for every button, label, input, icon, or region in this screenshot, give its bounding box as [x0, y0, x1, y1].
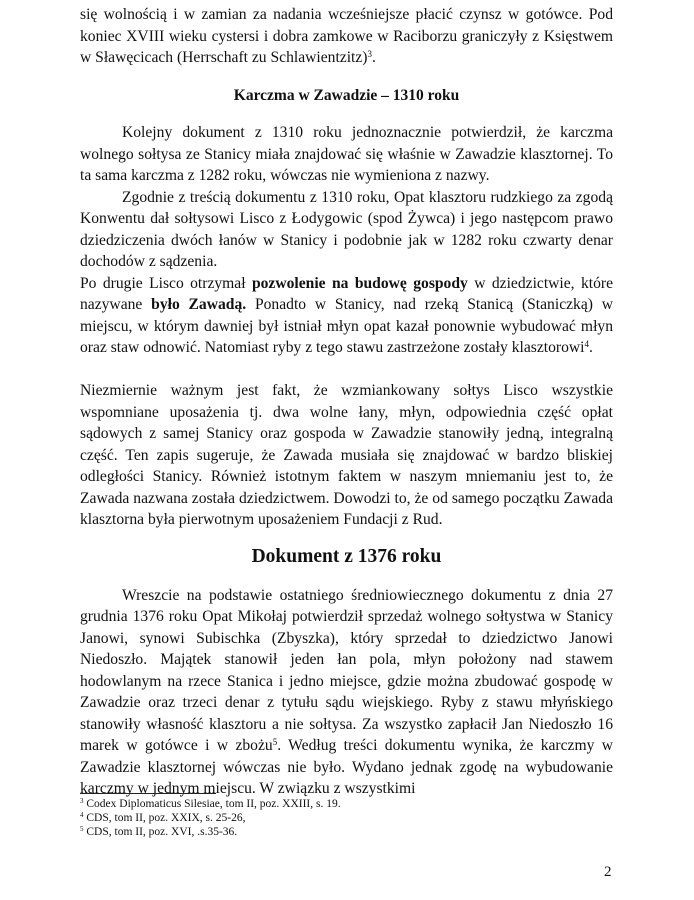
document-body — [80, 4, 613, 800]
footnote: $^5$ CDS, tom II, poz. XVI, .s.35-36. — [80, 825, 238, 838]
footnote-separator — [80, 793, 216, 794]
paragraph: Zgodnie z treścią dokumentu z 1310 roku, Opat klasztoru rudzkiego za zgodą Konwentu dał sołtysowi Lisco z Łodygowic (spod Żywca) i jego następcom prawo dziedziczenia dwóch łanów w Stanicy i podobnie jak w 1282 roku czwarty denar dochodów z sądzenia. — [80, 188, 613, 270]
footnotes — [80, 797, 613, 839]
footnote-ref[interactable]: 3 — [367, 49, 372, 59]
paragraph: Niezmiernie ważnym jest fakt, że wzmiankowany sołtys Lisco wszystkie wspomniane uposażenia tj. dwa wolne łany, młyn, odpowiednia część opłat sądowych z samej Stanicy oraz gospoda w Zawadzie stanowiły jedną, integralną część. Ten zapis sugeruje, że Zawada musiała się znajdować w bardzo bliskiej odległości Stanicy. Również istotnym faktem w naszym mniemaniu jest to, że Zawada nazwana została dziedzictwem. Dowodzi to, że od samego początku Zawada klasztorna była pierwotnym uposażeniem Fundacji z Rud. — [80, 382, 613, 528]
footnote: $^3$ Codex Diplomaticus Silesiae, tom II, poz. XXIII, s. 19. — [80, 797, 341, 810]
paragraph-continuation: się wolnością i w zamian za nadania wcześniejsze płacić czynsz w gotówce. Pod koniec XVIII wieku cystersi i dobra zamkowe w Raciborzu graniczyły z Księstwem w Sławęcicach (Herrschaft zu Schlawientzitz)$^3$. — [80, 6, 613, 66]
footnote-ref[interactable]: 5 — [272, 737, 278, 747]
paragraph: Kolejny dokument z 1310 roku jednoznacznie potwierdził, że karczma wolnego sołtysa ze Stanicy miała znajdować się właśnie w Zawadzie klasztornej. To ta sama karczma z 1282 roku, wówczas nie wymieniona z nazwy. — [80, 124, 613, 184]
paragraph: Po drugie Lisco otrzymał pozwolenie na budowę gospody w dziedzictwie, które nazywane było Zawadą. Ponadto w Stanicy, nad rzeką Stanicą (Staniczką) w miejscu, w którym dawniej był istniał młyn opat kazał ponownie wybudować młyn oraz staw odnowić. Natomiast ryby z tego stawu zastrzeżone zostały klasztorowi$^4$. — [80, 274, 613, 356]
section-heading-karczma: Karczma w Zawadzie – 1310 roku — [233, 86, 460, 104]
footnote: $^4$ CDS, tom II, poz. XXIX, s. 25-26, — [80, 811, 246, 824]
page-number: 2 — [604, 864, 612, 880]
footnote-ref[interactable]: 4 — [584, 339, 589, 349]
section-heading-dokument: Dokument z 1376 roku — [251, 545, 442, 567]
paragraph: Wreszcie na podstawie ostatniego średniowiecznego dokumentu z dnia 27 grudnia 1376 roku Opat Mikołaj potwierdził sprzedaż wolnego sołtystwa w Stanicy Janowi, synowi Subischka (Zbyszka), który sprzedał to dziedzictwo Janowi Niedoszło. Majątek stanowił jeden łan pola, młyn położony nad stawem hodowlanym na rzece Stanica i jedno miejsce, gdzie można zbudować gospodę w Zawadzie oraz trzeci denar z tytułu sądu wiejskiego. Ryby z stawu młyńskiego stanowiły własność klasztoru a nie sołtysa. Za wszystko zapłacił Jan Niedoszło 16 marek w gotówce i w zbożu$^5$. Według treści dokumentu wynika, że karczmy w Zawadzie klasztornej wówczas nie było. Wydano jednak zgodę na wybudowanie karczmy w jednym miejscu. W związku z wszystkimi — [80, 586, 613, 797]
